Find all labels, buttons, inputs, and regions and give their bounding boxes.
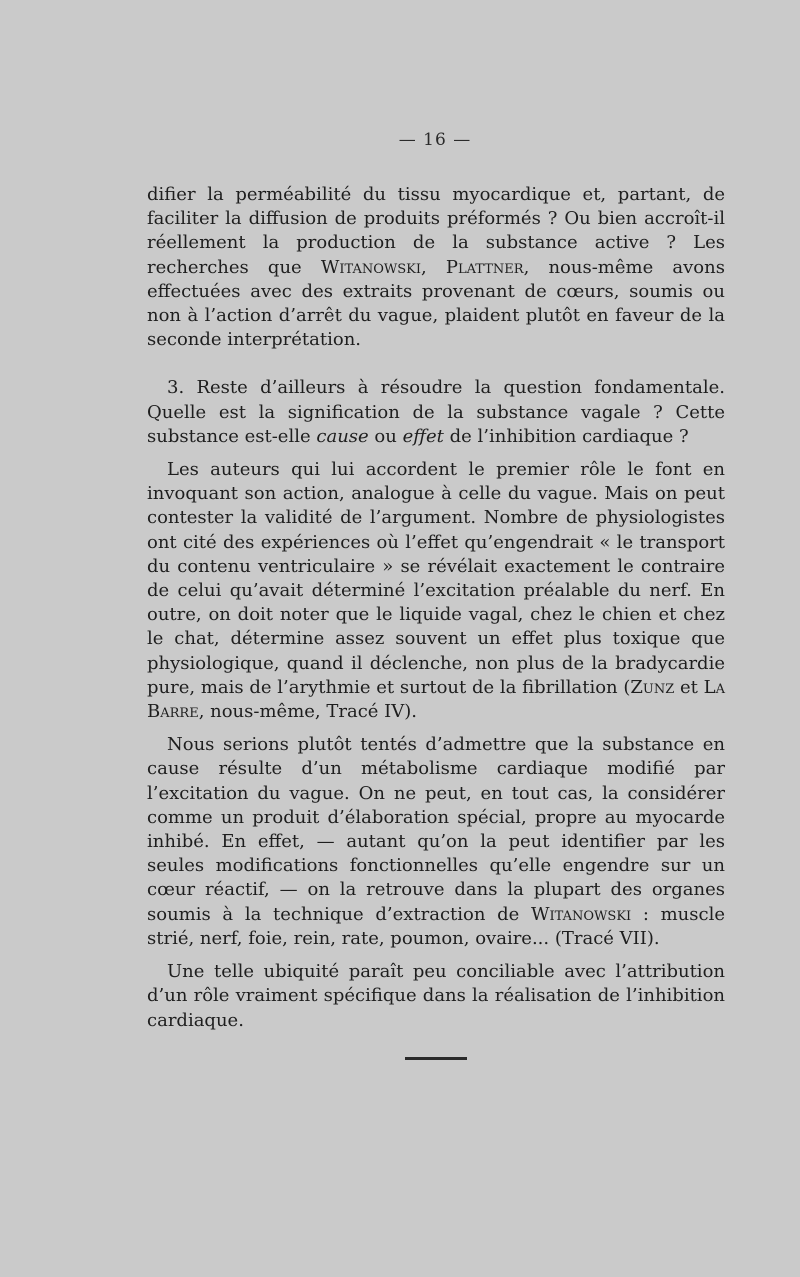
author-name: Plattner: [445, 256, 524, 278]
author-name: Zunz: [630, 676, 675, 698]
p2-text-continued: de l’inhibition cardiaque ?: [449, 425, 689, 447]
p2-conjunction: ou: [374, 425, 397, 447]
italic-term: cause: [316, 425, 369, 447]
p2-text: 3. Reste d’ailleurs à résoudre la question fondamentale. Quelle est la signification de la substance vagale ? Cette substance est-elle: [147, 377, 725, 447]
end-rule: [405, 1057, 467, 1060]
body-text: [147, 183, 725, 1033]
p3-conjunction: et: [674, 676, 704, 698]
paragraph-3: [147, 458, 725, 724]
p1-separator: ,: [421, 256, 446, 278]
author-name: La Barre: [147, 676, 725, 723]
p1-text: difier la perméabilité du tissu myocardique et, partant, de faciliter la diffusion de produits préformés ? Ou bien accroît-il réellement la production de la substance active ? Les recherches que: [147, 184, 725, 278]
paragraph-4: [147, 733, 725, 951]
p5-text: Une telle ubiquité paraît peu conciliable avec l’attribution d’un rôle vraiment spécifique dans la réalisation de l’inhibition cardiaque.: [147, 961, 725, 1031]
p4-text-continued: : muscle strié, nerf, foie, rein, rate, poumon, ovaire... (Tracé VII).: [147, 903, 725, 949]
paragraph-2: [147, 376, 725, 449]
italic-term: effet: [402, 425, 444, 447]
paragraph-5: [147, 960, 725, 1033]
p4-text: Nous serions plutôt tentés d’admettre que la substance en cause résulte d’un métabolisme cardiaque modifié par l’excitation du vague. On ne peut, en tout cas, la considérer comme un produit d’élaboration spécial, propre au myocarde inhibé. En effet, — autant qu’on la peut identifier par les seules modifications fonctionnelles qu’elle engendre sur un cœur réactif, — on la retrouve dans la plupart des organes soumis à la technique d’extraction de: [147, 734, 725, 925]
author-name: Witanowski: [531, 903, 632, 925]
p3-text-continued: , nous-même, Tracé IV).: [198, 701, 418, 723]
page-number: — 16 —: [398, 130, 472, 150]
author-name: Witanowski: [320, 256, 421, 278]
p1-text-continued: , nous-même avons effectuées avec des extraits provenant de cœurs, soumis ou non à l’action d’arrêt du vague, plaident plutôt en faveur de la seconde interprétation.: [147, 256, 725, 351]
paragraph-1: [147, 183, 725, 352]
p3-text: Les auteurs qui lui accordent le premier rôle le font en invoquant son action, analogue à celle du vague. Mais on peut contester la validité de l’argument. Nombre de physiologistes ont cité des expériences où l’effet qu’engendrait « le transport du contenu ventriculaire » se révélait exactement le contraire de celui qu’avait déterminé l’excitation préalable du nerf. En outre, on doit noter que le liquide vagal, chez le chien et chez le chat, détermine assez souvent un effet plus toxique que physiologique, quand il déclenche, non plus de la bradycardie pure, mais de l’arythmie et surtout de la fibrillation (: [147, 459, 725, 698]
